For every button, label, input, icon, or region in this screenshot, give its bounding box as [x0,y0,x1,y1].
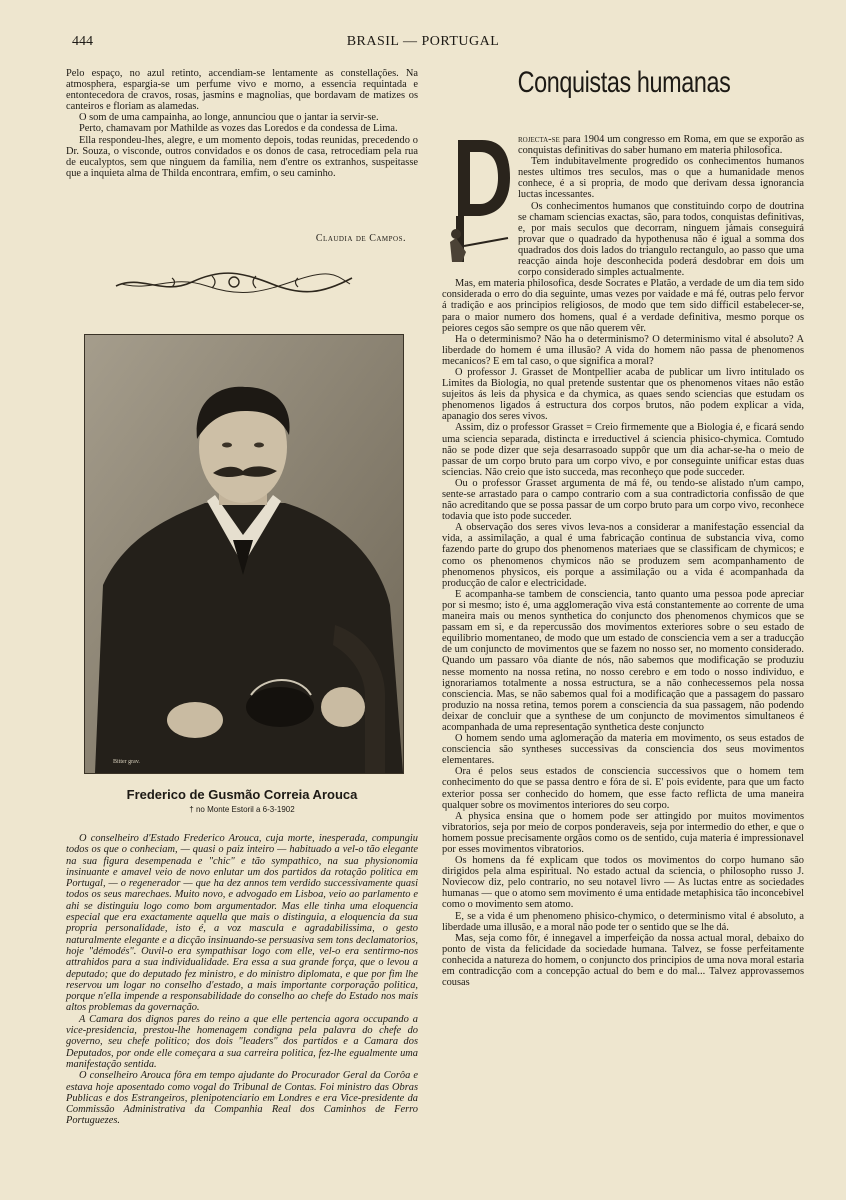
article-paragraph: A physica ensina que o homem pode ser attingido por muitos movimentos vibratorios, seja por meio de corpos ponderaveis, seja por intermedio do ether, e que o homem possue precisamente orgãos como os de sentido, cuja materia é impressionavel por esses movimentos vibratorios. [442,810,804,855]
article-paragraph: Ha o determinismo? Não ha o determinismo? O determinismo vital é absoluto? A liberdade do homem é uma illusão? A vida do homem não passa de phenomenos mecanicos? E em tal caso, o que significa a moral? [442,333,804,367]
portrait-engraving [84,334,404,774]
story-paragraph: Pelo espaço, no azul retinto, accendiam-se lentamente as constellações. Na atmosphera, espargia-se um perfume vivo e morno, a essencia requintada e entontecedora de cravos, rosas, jasmins e magnolias, que bordavam de matizes os canteiros e floriam as alamedas. [66,68,418,113]
story-paragraph: O som de uma campainha, ao longe, annunciou que o jantar ia servir-se. [79,112,379,124]
article-paragraph: E, se a vida é um phenomeno phisico-chymico, o determinismo vital é absoluto, a liberdade uma illusão, e a moral não pode ter o sentido que se lhe dá. [442,910,804,933]
article-title: Conquistas humanas [517,66,731,99]
article-paragraph: Os conhecimentos humanos que constituindo corpo de doutrina se chamam sciencias exactas, são, para todos, conquistas definitivas, e, por mais seculos que decorram, ninguem jámais conseguirá provar que o quadrado da hypothenusa não é igual a somma dos quadrados dos dois lados do triangulo rectangulo, ao passo que uma reacção ainda hoje desconhecida poderá desdobrar em dois um corpo considerado simples actualmente. [518,200,804,279]
drop-cap-letter: D [468,196,469,197]
floral-ornament-icon [112,268,357,296]
story-paragraph: Ella respondeu-lhes, alegre, e um momento depois, todas reunidas, precedendo o Dr. Souza, o visconde, outros convidados e os donos de casa, retrocediam pela rua de eucalyptos, sem que ninguem da familia, nem d'entre os extranhos, suspeitasse que a inquieta alma de Thilda encontrara, emfim, o seu caminho. [66,134,418,179]
portrait-image [85,335,403,773]
article-body [442,134,804,988]
article-paragraph: O homem sendo uma aglomeração da materia em movimento, os seus estados de consciencia são syntheses successivas da consciencia dos seus movimentos elementares. [442,733,804,767]
article-paragraph: Mas, seja como fôr, é innegavel a imperfeição da nossa actual moral, debaixo do ponto de vista da felicidade da sociedade humana. Talvez, se fosse perfeitamente conhecida a natureza do homem, o conjuncto dos principios de uma nova moral estaria em contradicção com a concepção actual do bem e do mal... Talvez approvassemos cousas [442,932,804,989]
obituary-paragraph: O conselheiro d'Estado Frederico Arouca, cuja morte, inesperada, compungiu todos os que o conheciam, — quasi o paiz inteiro — habituado a vel-o tão elegante na sua figura desempenada e "chic" e tão sympathico, na sua physionomia insinuante e amavel veio de novo enlutar um dos partidos da rotação politica em Portugal, — o regenerador — que ha dez annos tem verdido successivamente quasi todos os seus marechaes. Muito novo, e advogado em Lisboa, veio ao parlamento e ahi se distinguiu logo como bom argumentador. Mas elle tinha uma eloquencia especial que era exactamente aquella que mais o distinguia, a eloquencia da sua propria personalidade, isto é, a voz mascula e agradabilissima, o gesto naturalmente elegante e a dicção insinuando-se persuasiva sem tons declamatorios, hoje "démodés". Ouvil-o era sympathisar logo com elle, vel-o era sentirmo-nos attrahidos para a sua individualidade. Era essa a sua grande força, que o levou a deputado; que do deputado fez ministro, e do ministro diplomata, e que por fim lhe reservou um logar no conselho d'estado, a mais importante corporação politica, porque n'ella impende a responsabilidade do conselho ao chefe do Estado nos mais altos problemas da governação. [66,833,418,1014]
page-header [0,34,846,54]
article-paragraph: Ou o professor Grasset argumenta de má fé, ou tendo-se alistado n'um campo, sente-se arrastado para o campo contrario com a sua contradictoria confissão de que não acreditando que se possa passar de um corpo bruto para um corpo vivo, reconhece todavia que isto pode succeder. [442,477,804,523]
article-paragraph: E acompanha-se tambem de consciencia, tanto quanto uma pessoa pode apreciar por si mesmo; isto é, uma agglomeração viva está constantemente ao corrente de uma maneira mais ou menos synthetica do conjuncto dos phenomenos chymicos que se passam em si, e da repercussão dos movimentos exteriores sobre o seu estado de equilibrio momentaneo, de modo que um estado de consciencia vem a ser a traducção de um conjuncto de movimentos que se fazem no nosso ser, no momento considerado. Quando um passaro vôa diante de nós, não sabemos que modificação se produziu nesse momento na nossa retina, no nosso cerebro e em todo o nosso individuo, e ignorariamos totalmente a nossa estructura, se a não conhecessemos pela nossa consciencia. Mas, se não sabemos qual foi a modificação que a passagem do passaro produzio na nossa retina, temos porem a consciencia da sua passagem, não podendo deixar de concluir que a synthese de um conjuncto de movimentos simultaneos é acompanhada de uma representação synthetica deste conjuncto [442,588,804,733]
article-paragraph: A observação dos seres vivos leva-nos a considerar a manifestação essencial da vida, a assimilação, a qual é uma fabricação continua de substancia viva, como fazendo parte do grupo dos phenomenos materiaes que se classificam de chymicos; e como os phenomenos chymicos não se produzem sem acompanhamento de phenomenos physicos, eis porque a assimilação ou a vida é acompanhada da producção de calor e electricidade. [442,522,804,589]
engraver-mark: Bitter grav. [113,759,140,765]
portrait-caption-name: Frederico de Gusmão Correia Arouca [126,787,358,802]
obituary-text [66,833,418,1127]
story-ending [66,68,418,179]
page-number: 444 [72,34,93,49]
article-paragraph: O professor J. Grasset de Montpellier acaba de publicar um livro intitulado os Limites da Biologia, no qual pretende sustentar que os phenomenos vitaes não estão sujeitos ás leis da physica e da chymica, as quaes sendo sciencias que estudam os phenomenos ligados á estructura dos corpos brutos, não podem explicar a vida, apanagio dos seres vivos. [442,366,804,423]
article-paragraph: Ora é pelos seus estados de consciencia successivos que o homem tem conhecimento do que se passa dentro e fóra de si. E' pois evidente, para que um facto exterior possa ser conhecido do homem, que esse facto reflicta de uma maneira qualquer sobre os movimentos interiores do seu corpo. [442,766,804,811]
running-title: BRASIL — PORTUGAL [346,34,500,49]
obituary-paragraph: O conselheiro Arouca fôra em tempo ajudante do Procurador Geral da Corôa e estava hoje aposentado como vogal do Tribunal de Contas. Foi ministro das Obras Publicas e dos Estrangeiros, plenipotenciario em Londres e era Vice-presidente da Commissão Administrativa da Companhia Real dos Caminhos de Ferro Portuguezes. [66,1070,418,1127]
obituary-paragraph: A Camara dos dignos pares do reino a que elle pertencia agora occupando a vice-presidencia, prestou-lhe homenagem condigna pela palavra do chefe do governo, seu chefe politico; dos dois "leaders" dos partidos e a Camara dos Deputados, por onde elle começara a sua carreira politica, fez-lhe egualmente uma manifestação sentida. [66,1013,418,1070]
lead-word: rojecta-se [518,134,560,145]
drop-cap-illustration-icon [442,134,512,266]
portrait-caption-subtitle: † no Monte Estoril a 6-3-1902 [189,805,295,814]
article-paragraph: Assim, diz o professor Grasset = Creio firmemente que a Biologia é, e ficará sendo uma sciencia separada, distincta e irreductivel á sciencia phisico-chymica. Comtudo não se pode dizer que seja desarrasoado suppôr que um dia achar-se-ha o meio de passar de um corpo bruto para um corpo vivo, e por conseguinte unificar estas duas sciencias. Não creio que isto succeda, mas reconheço que pode succeder. [442,422,804,478]
lead-text: para 1904 um congresso em Roma, em que se exporão as conquistas definitivas do saber humano em materia philosofica. [518,134,804,157]
author-signature: Claudia de Campos. [315,233,406,244]
article-paragraph: Tem indubitavelmente progredido os conhecimentos humanos nestes ultimos tres seculos, mas o que a humanidade menos conhece, é a si propria, de modo que derivam dessa ignorancia luctas incessantes. [518,156,804,201]
article-paragraph: Os homens da fé explicam que todos os movimentos do corpo humano são dirigidos pela alma espiritual. No estado actual da sciencia, o philosopho russo J. Noviecow diz, pelo contrario, no seu notavel livro — As luctas entre as sociedades humanas — que o atomo sem movimento é uma entidade metaphisica tão inconcebivel como o movimento sem atomo. [442,855,804,911]
story-paragraph: Perto, chamavam por Mathilde as vozes das Loredos e da condessa de Lima. [79,123,398,135]
article-paragraph: Mas, em materia philosofica, desde Socrates e Platão, a verdade de um dia tem sido considerada o erro do dia seguinte, umas vezes por vaidade e má fé, outras pelo fervor á tradição e aos principios religiosos, de modo que tem sido difficil estabelecer-se, para o maior numero dos homens, qual é a verdade definitiva, mesmo porque os peiores cegos são sempre os que não querem vêr. [442,278,804,334]
